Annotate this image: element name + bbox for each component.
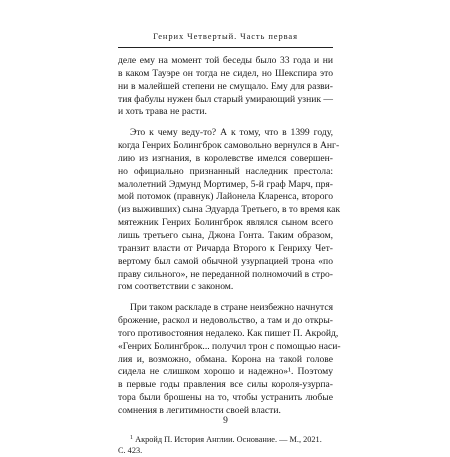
text-line: когда Генрих Болингброк самовольно вернулся в Анг- — [118, 140, 340, 152]
footnote-text: Акройд П. История Англии. Основание. — М., 2021. — [135, 434, 322, 444]
header-rule — [118, 47, 333, 48]
footnote-marker: 1 — [130, 434, 133, 441]
text-line: сомнения в легитимности своей власти. — [118, 404, 281, 416]
text-line: но официально признанный наследник престола: — [118, 165, 333, 177]
text-line: и хоть трава не расти. — [118, 106, 207, 118]
footnote-line: С. 423. — [118, 446, 143, 456]
text-line: (из выживших) сына Эдуарда Третьего, в то время как — [118, 204, 341, 216]
text-line: лишь третьего сына, Джона Гонта. Таким образом, — [118, 229, 333, 241]
paragraph-3 — [118, 302, 341, 418]
text-line: в каком Тауэре он тогда не сидел, но Шекспира это — [118, 67, 333, 79]
text-line: «Генрих Болингброк... получил трон с помощью наси- — [118, 340, 341, 352]
text-line: тора были брошены на то, чтобы устранить любые — [118, 392, 333, 404]
page-number: 9 — [223, 416, 228, 426]
text-line: транзит власти от Ричарда Второго к Генриху Чет- — [118, 242, 333, 254]
text-line: вертому был самой обычной узурпацией трона «по — [118, 255, 333, 267]
text-line: Это к чему веду-то? А к тому, что в 1399 году, — [130, 127, 333, 139]
text-line: того противостояния недалеко. Как пишет П. Акройд, — [118, 327, 339, 339]
text-line: При таком раскладе в стране неизбежно начнутся — [130, 302, 334, 314]
text-line: гом соответствии с законом. — [118, 281, 234, 293]
text-line: мятежник Генрих Болингброк являлся сыном всего — [118, 217, 333, 229]
paragraph-1 — [118, 55, 333, 119]
footnote-line — [118, 434, 333, 446]
text-line: малолетний Эдмунд Мортимер, 5-й граф Марч, пря- — [118, 178, 333, 190]
text-line: брожение, раскол и недовольство, а там и до откры- — [118, 315, 333, 327]
text-line: сидела не слишком хорошо и надежно»¹. Поэтому — [118, 366, 333, 378]
text-line: тия фабулы нужен был старый умирающий узник — — [118, 93, 334, 105]
text-line: в первые годы правления все силы короля-узурпа- — [118, 379, 333, 391]
text-line: лия и, возможно, обмана. Корона на такой голове — [118, 353, 333, 365]
text-line: ни в малейшей степени не смущало. Ему для разви- — [118, 80, 333, 92]
page-body — [118, 55, 341, 457]
footnote — [118, 434, 333, 457]
text-line: мой потомок (правнук) Лайонела Кларенса, второго — [118, 191, 333, 203]
text-line: лию из изгнания, в королевстве имелся совершен- — [118, 152, 333, 164]
paragraph-2 — [118, 127, 341, 294]
text-line: деле ему на момент той беседы было 33 года и ни — [118, 55, 333, 66]
text-line: праву сильного», не переданной полномочий в стро- — [118, 268, 333, 280]
running-head: Генрих Четвертый. Часть первая — [153, 31, 298, 41]
